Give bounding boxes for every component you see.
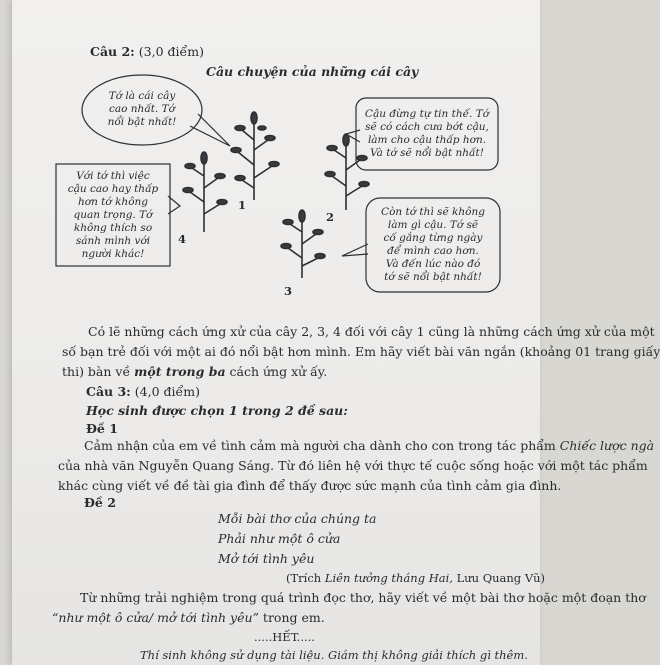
- speech-bubble-1-text: [92, 90, 192, 129]
- bubble-2-line: Cậu đừng tự tin thế. Tớ: [364, 108, 490, 120]
- bubble-3-line: người khác!: [81, 248, 145, 260]
- citation-author: Lưu Quang Vũ): [456, 571, 546, 585]
- speech-bubble-3-text: [58, 170, 168, 261]
- tree-1: [231, 112, 279, 200]
- citation-work: Liên tưởng tháng Hai,: [324, 571, 453, 585]
- bubble-3-line: Với tớ thì việc: [76, 170, 150, 182]
- bubble-4-line: cố gắng từng ngày: [383, 232, 483, 244]
- q3-instruction: Học sinh được chọn 1 trong 2 đề sau:: [86, 403, 348, 418]
- q2-para-line-1: Có lẽ những cách ứng xử của cây 2, 3, 4 đối với cây 1 cũng là những cách ứng xử của một: [88, 324, 655, 339]
- exam-sheet: [12, 0, 660, 665]
- q2-para-line-3: [62, 362, 327, 382]
- tree-4-label: 4: [178, 232, 187, 246]
- tree-2-label: 2: [326, 210, 335, 224]
- tree-3-label: 3: [284, 284, 293, 298]
- bubble-4-line: để mình cao hơn.: [387, 245, 479, 257]
- bubble-4-line: tớ sẽ nổi bật nhất!: [384, 271, 482, 283]
- q2-points: (3,0 điểm): [138, 44, 204, 59]
- q2-para-end: cách ứng xử ấy.: [225, 364, 328, 379]
- de1-text: Cảm nhận của em về tình cảm mà người cha dành cho con trong tác phẩm: [84, 438, 556, 453]
- bubble-2-line: làm cho cậu thấp hơn.: [367, 134, 487, 146]
- bubble-3-line: hơn tớ không: [78, 196, 148, 208]
- end-mark: .....HẾT.....: [254, 630, 315, 644]
- poem-citation: [286, 571, 545, 585]
- de2-end: trong em.: [258, 610, 325, 625]
- tree-4: [183, 152, 227, 232]
- bubble-3-line: cậu cao hay thấp: [67, 183, 159, 195]
- poem-line-1: Mỗi bài thơ của chúng ta: [218, 511, 377, 526]
- bubble-1-line: nổi bật nhất!: [107, 116, 177, 128]
- q2-title: Câu chuyện của những cái cây: [206, 64, 419, 79]
- speech-bubble-4-tail: [342, 244, 368, 256]
- q2-para-line-2: số bạn trẻ đối với một ai đó nổi bật hơn mình. Em hãy viết bài văn ngắn (khoảng 01 trang giấy: [62, 344, 660, 359]
- speech-bubble-1-tail: [190, 114, 230, 146]
- q3-de2-line-1: Từ những trải nghiệm trong quá trình đọc thơ, hãy viết về một bài thơ hoặc một đoạn thơ: [80, 590, 646, 605]
- q3-header: [86, 384, 200, 399]
- bubble-3-line: quan trọng. Tớ: [73, 209, 153, 221]
- bubble-2-line: sẽ có cách cưa bớt cậu,: [365, 121, 489, 133]
- de2-quote: “như một ô cửa/ mở tới tình yêu”: [52, 610, 259, 625]
- bubble-1-line: cao nhất. Tớ: [109, 103, 175, 115]
- tree-1-label: 1: [238, 198, 247, 212]
- citation-prefix: (Trích: [286, 571, 322, 585]
- tree-3: [281, 210, 325, 278]
- q3-de1-label: Đề 1: [86, 421, 118, 436]
- bubble-3-line: sánh mình với: [75, 235, 151, 247]
- de1-work-title: Chiếc lược ngà: [559, 438, 655, 453]
- speech-bubble-2-text: [358, 108, 496, 160]
- q3-label: Câu 3:: [86, 384, 131, 399]
- q3-de2-label: Đề 2: [84, 495, 116, 510]
- q3-de2-line-2: [52, 608, 325, 628]
- bubble-3-line: không thích so: [73, 222, 153, 234]
- q2-para-emphasis: một trong ba: [134, 364, 226, 379]
- speech-bubble-4-text: [368, 206, 498, 284]
- poem-line-2: Phải như một ô cửa: [218, 531, 341, 546]
- bubble-1-line: Tớ là cái cây: [108, 90, 176, 102]
- bubble-4-line: Còn tớ thì sẽ không: [381, 206, 485, 218]
- q3-points: (4,0 điểm): [134, 384, 200, 399]
- bubble-4-line: Và đến lúc nào đó: [385, 258, 481, 270]
- q3-de1-line-1: [84, 436, 654, 456]
- bubble-4-line: làm gì cậu. Tớ sẽ: [387, 219, 479, 231]
- q2-para-start: thi) bàn về: [62, 364, 131, 379]
- q3-de1-line-3: khác cùng viết về đề tài gia đình để thấy được sức mạnh của tình cảm gia đình.: [58, 478, 562, 493]
- poem-line-3: Mở tới tình yêu: [218, 551, 315, 566]
- bubble-2-line: Và tớ sẽ nổi bật nhất!: [370, 147, 484, 159]
- footer-note: Thí sinh không sử dụng tài liệu. Giám thị không giải thích gì thêm.: [140, 648, 528, 662]
- q3-de1-line-2: của nhà văn Nguyễn Quang Sáng. Từ đó liên hệ với thực tế cuộc sống hoặc với một tác phẩm: [58, 458, 648, 473]
- q2-label: Câu 2:: [90, 44, 135, 59]
